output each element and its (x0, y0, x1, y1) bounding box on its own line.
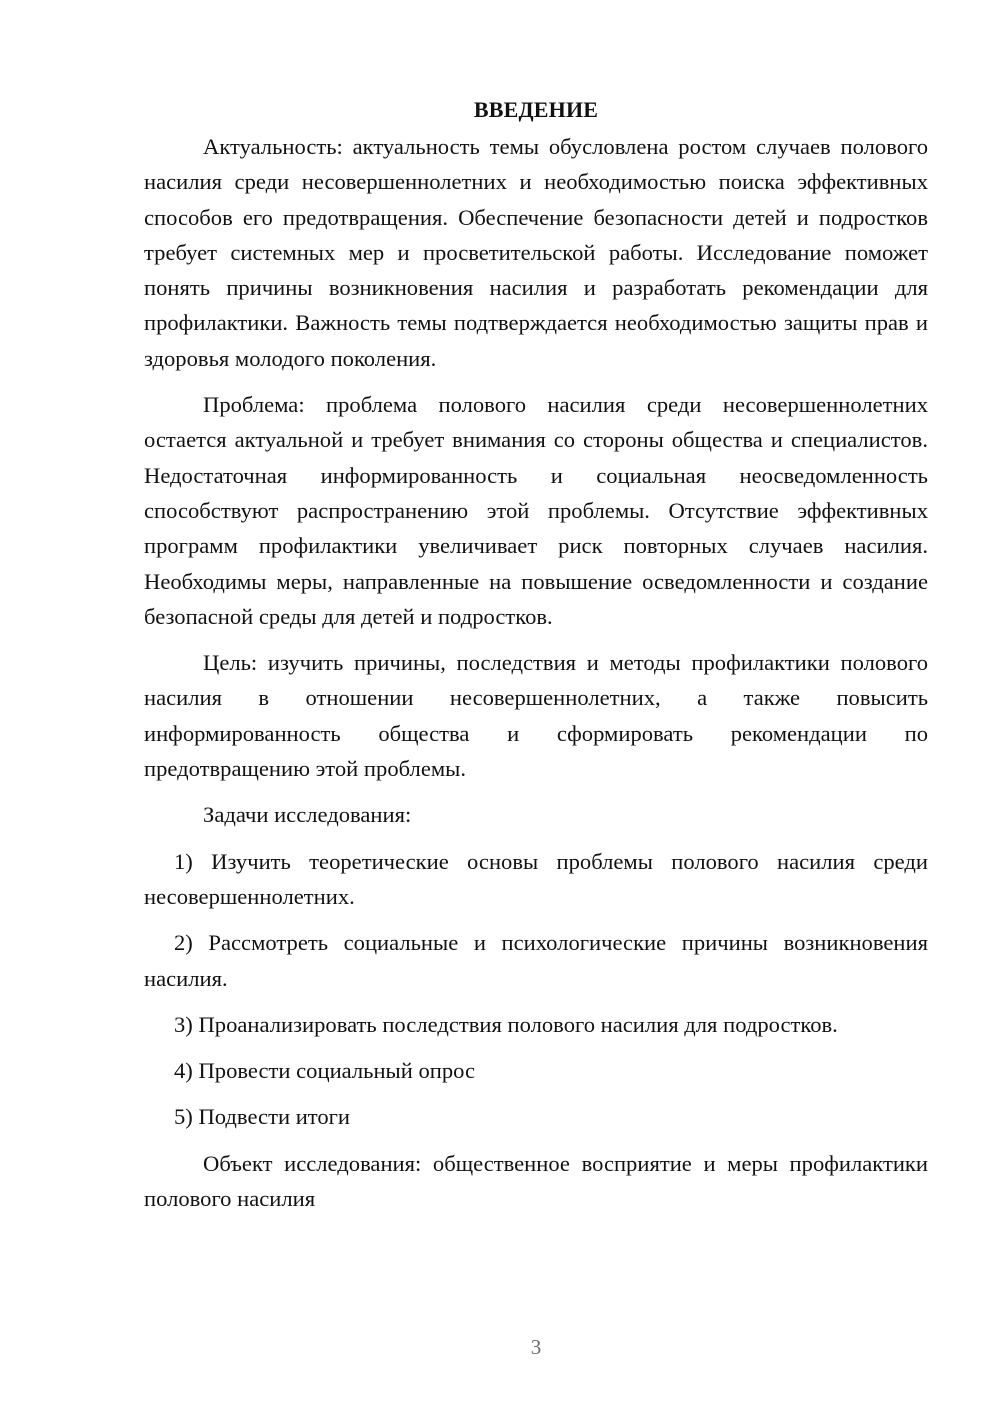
paragraph-goal: Цель: изучить причины, последствия и методы профилактики полового насилия в отношении несовершеннолетних, а также повысить информированность общества и сформировать рекомендации по предотвращению этой проблемы. (144, 650, 928, 782)
task-item: 4) Провести социальный опрос (174, 1058, 476, 1084)
page-number: 3 (530, 1335, 542, 1359)
task-item: 5) Подвести итоги (174, 1104, 351, 1130)
tasks-intro: Задачи исследования: (203, 802, 412, 828)
section-heading: ВВЕДЕНИЕ (473, 97, 599, 122)
task-item: 2) Рассмотреть социальные и психологические причины возникновения насилия. (144, 930, 928, 991)
paragraph-relevance: Актуальность: актуальность темы обусловлена ростом случаев полового насилия среди несовершеннолетних и необходимостью поиска эффективных способов его предотвращения. Обеспечение безопасности детей и подростков требует системных мер и просветительской работы. Исследование поможет понять причины возникновения насилия и разработать рекомендации для профилактики. Важность темы подтверждается необходимостью защиты прав и здоровья молодого поколения. (144, 134, 928, 371)
paragraph-object: Объект исследования: общественное восприятие и меры профилактики полового насилия (144, 1150, 928, 1212)
task-item: 3) Проанализировать последствия полового насилия для подростков. (174, 1011, 838, 1037)
task-item: 1) Изучить теоретические основы проблемы полового насилия среди несовершеннолетних. (144, 848, 928, 909)
paragraph-problem: Проблема: проблема полового насилия среди несовершеннолетних остается актуальной и требует внимания со стороны общества и специалистов. Недостаточная информированность и социальная неосведомленность способствуют распространению этой проблемы. Отсутствие эффективных программ профилактики увеличивает риск повторных случаев насилия. Необходимы меры, направленные на повышение осведомленности и создание безопасной среды для детей и подростков. (144, 392, 928, 629)
page-content (144, 94, 928, 1227)
